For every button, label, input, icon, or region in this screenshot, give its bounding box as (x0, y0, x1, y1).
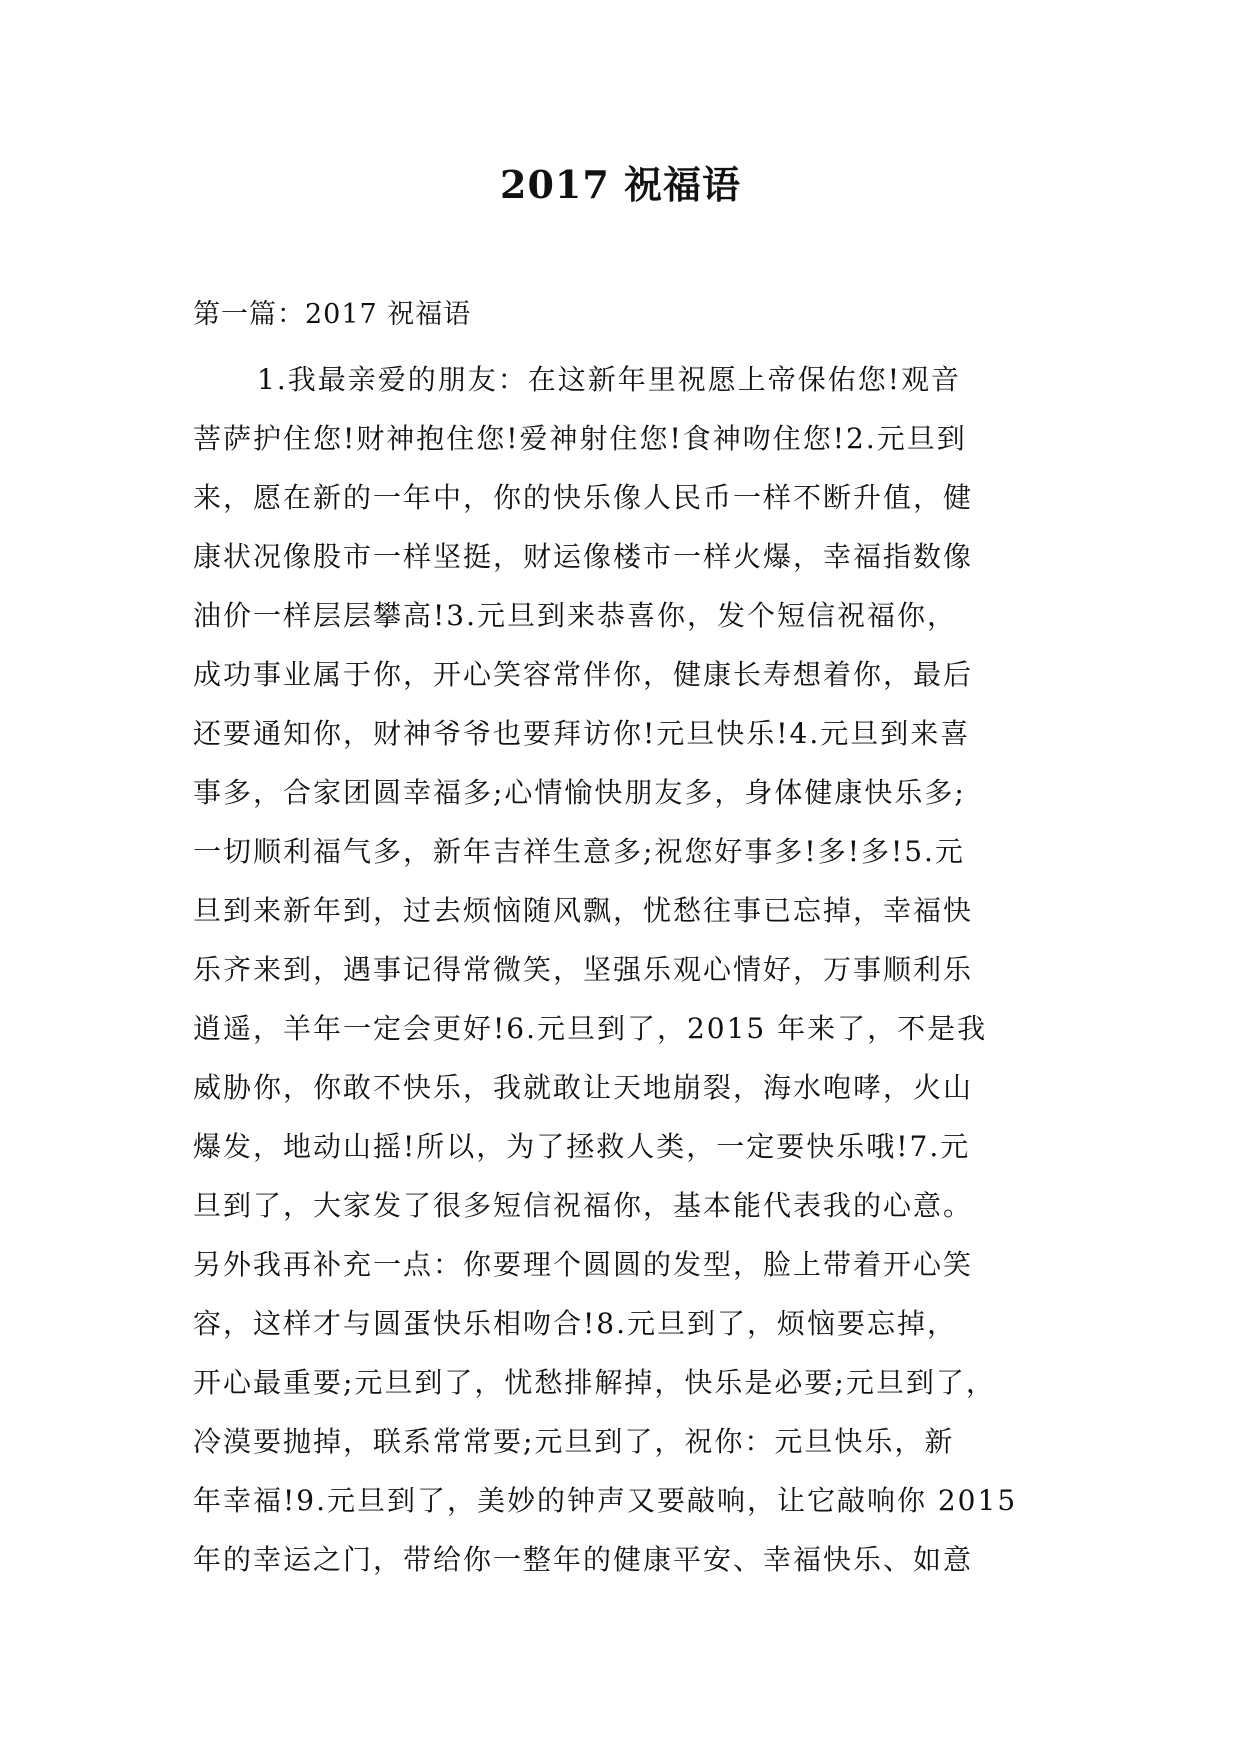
body-line: 还要通知你，财神爷爷也要拜访你!元旦快乐!4.元旦到来喜 (193, 717, 971, 750)
body-line: 开心最重要;元旦到了，忧愁排解掉，快乐是必要;元旦到了， (193, 1366, 996, 1399)
body-line: 逍遥，羊年一定会更好!6.元旦到了，2015 年来了，不是我 (193, 1012, 988, 1045)
body-line: 成功事业属于你，开心笑容常伴你，健康长寿想着你，最后 (193, 658, 974, 691)
body-line: 一切顺利福气多，新年吉祥生意多;祝您好事多!多!多!5.元 (193, 835, 965, 868)
body-line: 1.我最亲爱的朋友：在这新年里祝愿上帝保佑您!观音 (257, 363, 961, 396)
body-line: 油价一样层层攀高!3.元旦到来恭喜你，发个短信祝福你， (193, 599, 957, 632)
body-line: 乐齐来到，遇事记得常微笑，坚强乐观心情好，万事顺利乐 (193, 953, 974, 986)
body-line: 旦到来新年到，过去烦恼随风飘，忧愁往事已忘掉，幸福快 (193, 894, 974, 927)
body-line: 冷漠要抛掉，联系常常要;元旦到了，祝你：元旦快乐，新 (193, 1425, 955, 1458)
body-line: 年幸福!9.元旦到了，美妙的钟声又要敲响，让它敲响你 2015 (193, 1484, 1018, 1517)
body-line: 威胁你，你敢不快乐，我就敢让天地崩裂，海水咆哮，火山 (193, 1071, 974, 1104)
body-line: 旦到了，大家发了很多短信祝福你，基本能代表我的心意。 (193, 1189, 974, 1222)
body-line: 爆发，地动山摇!所以，为了拯救人类，一定要快乐哦!7.元 (193, 1130, 971, 1163)
body-line: 康状况像股市一样坚挺，财运像楼市一样火爆，幸福指数像 (193, 540, 974, 573)
body-line: 容，这样才与圆蛋快乐相吻合!8.元旦到了，烦恼要忘掉， (193, 1307, 957, 1340)
document-title: 2017 祝福语 (500, 162, 741, 207)
body-line: 年的幸运之门，带给你一整年的健康平安、幸福快乐、如意 (193, 1543, 974, 1576)
body-line: 事多，合家团圆幸福多;心情愉快朋友多，身体健康快乐多; (193, 776, 966, 809)
section-heading: 第一篇：2017 祝福语 (193, 299, 472, 330)
body-line: 菩萨护住您!财神抱住您!爱神射住您!食神吻住您!2.元旦到 (193, 422, 967, 455)
body-text (193, 350, 1053, 1589)
body-line: 另外我再补充一点：你要理个圆圆的发型，脸上带着开心笑 (193, 1248, 974, 1281)
body-line: 来，愿在新的一年中，你的快乐像人民币一样不断升值，健 (193, 481, 974, 514)
